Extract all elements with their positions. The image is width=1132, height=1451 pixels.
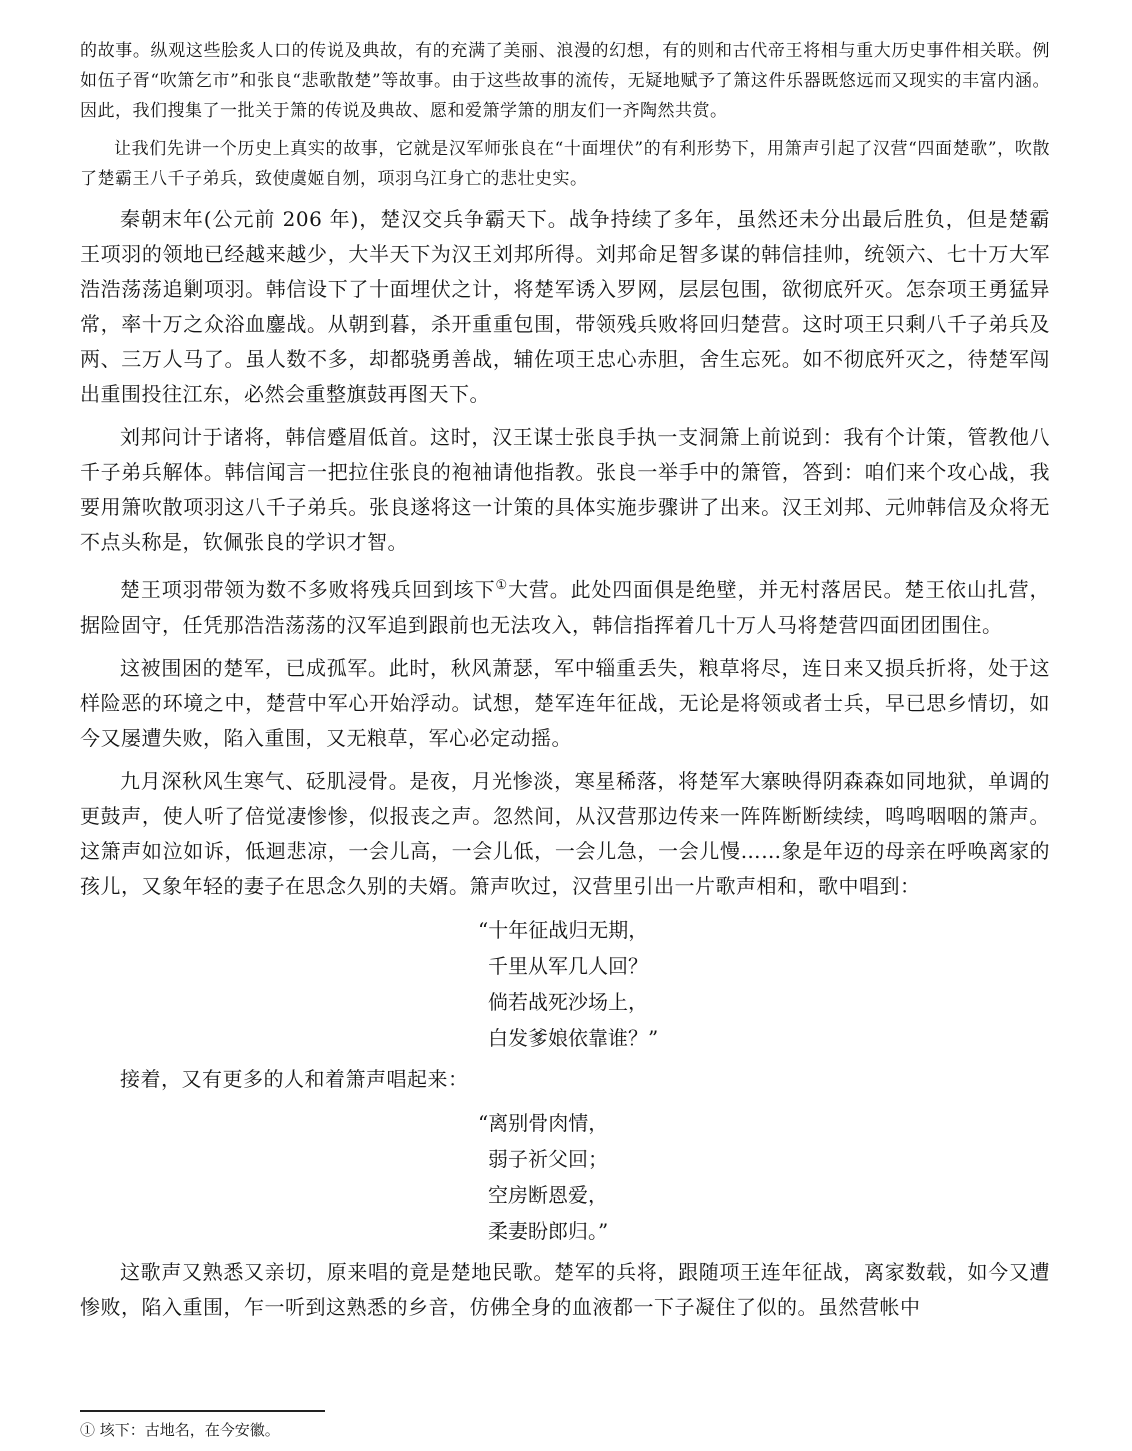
poem-line: 白发爹娘依靠谁？” bbox=[488, 1025, 659, 1050]
paragraph-intro: 的故事。纵观这些脍炙人口的传说及典故，有的充满了美丽、浪漫的幻想，有的则和古代帝王将相与重大历史事件相关联。例如伍子胥“吹箫乞市”和张良“悲歌散楚”等故事。由于这些故事的流传，无疑地赋予了箫这件乐器既悠远而又现实的丰富内涵。因此，我们搜集了一批关于箫的传说及典故、愿和爱箫学箫的朋友们一齐陶然共赏。 bbox=[80, 41, 1050, 121]
poem-line: “十年征战归无期， bbox=[478, 917, 649, 942]
paragraph-gaixia-text: 楚王项羽带领为数不多败将残兵回到垓下 bbox=[120, 577, 496, 602]
poem-line: 倘若战死沙场上， bbox=[488, 989, 648, 1014]
paragraph-transition: 接着，又有更多的人和着箫声唱起来： bbox=[120, 1066, 469, 1091]
paragraph-story-intro: 让我们先讲一个历史上真实的故事，它就是汉军师张良在“十面埋伏”的有利形势下，用箫声引起了汉营“四面楚歌”，吹散了楚霸王八千子弟兵，致使虞姬自刎，项羽乌江身亡的悲壮史实。 bbox=[80, 139, 1050, 189]
poem-line: 弱子祈父回； bbox=[488, 1146, 608, 1171]
poem-line: 千里从军几人回？ bbox=[488, 953, 648, 978]
poem-line: “离别骨肉情， bbox=[478, 1110, 609, 1135]
paragraph-gaixia bbox=[80, 568, 1050, 643]
paragraph-closing: 这歌声又熟悉又亲切，原来唱的竟是楚地民歌。楚军的兵将，跟随项王连年征战，离家数载，如今又遭惨败，陷入重围，乍一听到这熟悉的乡音，仿佛全身的血液都一下子凝住了似的。虽然营帐中 bbox=[80, 1259, 1050, 1319]
paragraph-besieged: 这被围困的楚军，已成孤军。此时，秋风萧瑟，军中辎重丢失，粮草将尽，连日来又损兵折将，处于这样险恶的环境之中，楚营中军心开始浮动。试想，楚军连年征战，无论是将领或者士兵，早已思乡情切，如今又屡遭失败，陷入重围，又无粮草，军心必定动摇。 bbox=[80, 655, 1050, 750]
poem-line: 柔妻盼郎归。” bbox=[488, 1218, 609, 1243]
footnote: ① 垓下：古地名，在今安徽。 bbox=[80, 1421, 280, 1439]
paragraph-gaixia-rest: 大营。此处四面俱是绝壁，并无村落居民。楚王依山扎营，据险固守，任凭那浩浩荡荡的汉军追到跟前也无法攻入，韩信指挥着几十万人马将楚营四面团团围住。 bbox=[80, 577, 1051, 637]
paragraph-autumn-night: 九月深秋风生寒气、砭肌浸骨。是夜，月光惨淡，寒星稀落，将楚军大寨映得阴森森如同地狱，单调的更鼓声，使人听了倍觉凄惨惨，似报丧之声。忽然间，从汉营那边传来一阵阵断断续续，鸣鸣咽咽的箫声。这箫声如泣如诉，低迴悲凉，一会儿高，一会儿低，一会儿急，一会儿慢……象是年迈的母亲在呼唤离家的孩儿，又象年轻的妻子在思念久别的夫婿。箫声吹过，汉营里引出一片歌声相和，歌中唱到： bbox=[80, 768, 1050, 898]
poem-second bbox=[478, 1105, 1050, 1249]
poem-line: 空房断恩爱， bbox=[488, 1182, 608, 1207]
footnote-divider bbox=[80, 1410, 325, 1412]
paragraph-qin-end: 秦朝末年(公元前 206 年)，楚汉交兵争霸天下。战争持续了多年，虽然还未分出最后胜负，但是楚霸王项羽的领地已经越来越少，大半天下为汉王刘邦所得。刘邦命足智多谋的韩信挂帅，统领六、七十万大军浩浩荡荡追剿项羽。韩信设下了十面埋伏之计，将楚军诱入罗网，层层包围，欲彻底歼灭。怎奈项王勇猛异常，率十万之众浴血鏖战。从朝到暮，杀开重重包围，带领残兵败将回归楚营。这时项王只剩八千子弟兵及两、三万人马了。虽人数不多，却都骁勇善战，辅佐项王忠心赤胆，舍生忘死。如不彻底歼灭之，待楚军闯出重围投往江东，必然会重整旗鼓再图天下。 bbox=[80, 207, 1050, 406]
paragraph-liu-bang: 刘邦问计于诸将，韩信蹙眉低首。这时，汉王谋士张良手执一支洞箫上前说到：我有个计策，管教他八千子弟兵解体。韩信闻言一把拉住张良的袍袖请他指教。张良一举手中的箫管，答到：咱们来个攻心战，我要用箫吹散项羽这八千子弟兵。张良遂将这一计策的具体实施步骤讲了出来。汉王刘邦、元帅韩信及众将无不点头称是，钦佩张良的学识才智。 bbox=[80, 425, 1050, 554]
poem-first bbox=[478, 912, 1050, 1056]
page-body bbox=[80, 36, 1050, 1333]
footnote-mark: ① bbox=[495, 578, 508, 593]
